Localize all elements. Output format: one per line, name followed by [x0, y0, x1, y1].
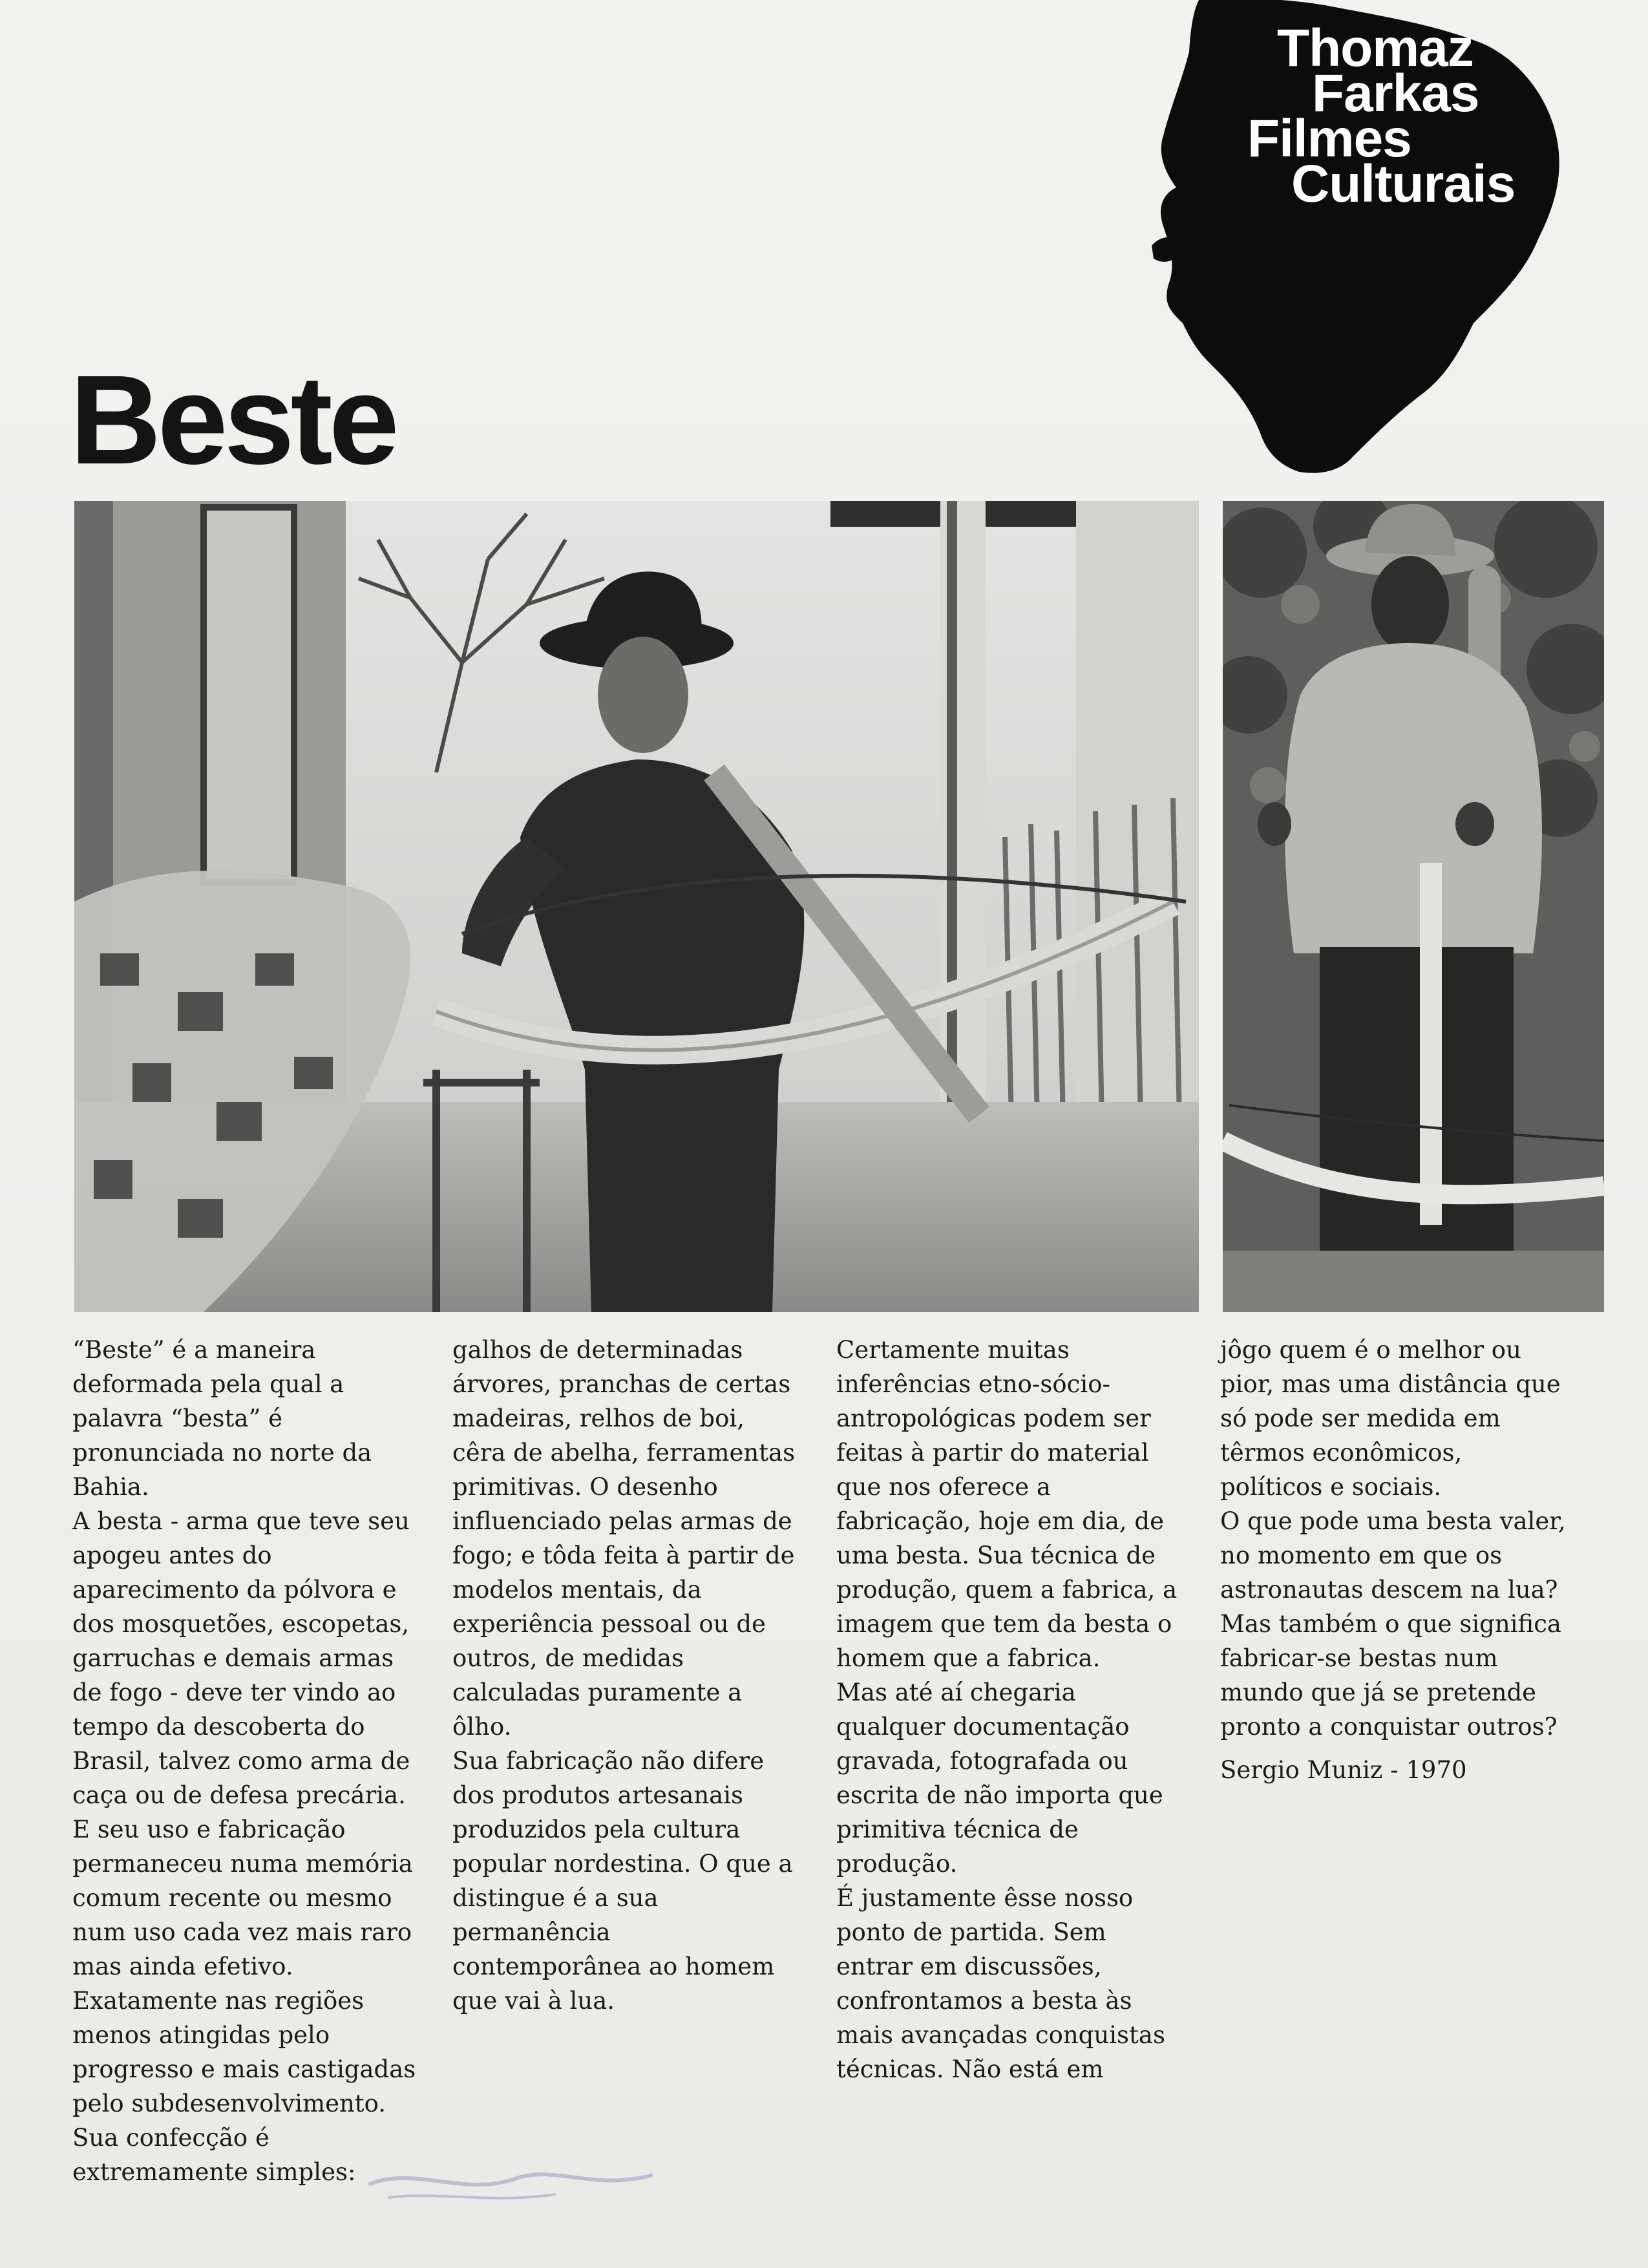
paragraph: A besta - arma que teve seu apogeu antes do aparecimento da pólvora e dos mosquetões, escopetas, garruchas e demais armas de fogo - deve ter vindo ao tempo da descoberta do Brasil, talvez como arma de caça ou de defesa precária. [72, 1507, 410, 1809]
logo-line-1: Thomaz [1277, 19, 1474, 78]
paragraph: galhos de determinadas árvores, pranchas de certas madeiras, relhos de boi, cêra de abelha, ferramentas primitivas. O desenho influenciado pelas armas de fogo; e tôda feita à partir de modelos mentais, da experiência pessoal ou de outros, de medidas calculadas puramente a ôlho. [452, 1336, 796, 1741]
text-column-1 [72, 1333, 421, 2189]
text-column-3 [836, 1333, 1185, 2086]
photo-man-holding-crossbow [1223, 501, 1604, 1312]
brand-logo [1137, 0, 1603, 478]
logo-line-2: Farkas [1312, 64, 1479, 123]
photo-craftsman-making-crossbow [74, 501, 1199, 1312]
article-title: Beste [70, 349, 396, 491]
logo-line-4: Culturais [1291, 154, 1516, 213]
paragraph: É justamente êsse nosso ponto de partida. Sem entrar em discussões, confrontamos a besta às mais avançadas conquistas técnicas. Não está em [836, 1884, 1165, 2083]
author-signature: Sergio Muniz - 1970 [1220, 1756, 1467, 1784]
ink-stamp-icon [362, 2159, 659, 2210]
brand-logo-text [1247, 19, 1558, 213]
paragraph: Sua confecção é extremamente simples: [72, 2124, 356, 2186]
paragraph: O que pode uma besta valer, no momento em que os astronautas descem na lua? Mas também o que significa fabricar-se bestas num mundo que já se pretende pronto a conquistar outros? [1220, 1507, 1566, 1741]
paragraph: jôgo quem é o melhor ou pior, mas uma distância que só pode ser medida em têrmos econômicos, políticos e sociais. [1220, 1336, 1561, 1501]
photo-craftsman-icon [74, 501, 1199, 1312]
paragraph: Mas até aí chegaria qualquer documentação gravada, fotografada ou escrita de não importa que primitiva técnica de produção. [836, 1679, 1163, 1878]
paragraph: “Beste” é a maneira deformada pela qual a palavra “besta” é pronunciada no norte da Bahia. [72, 1336, 372, 1501]
text-column-4 [1220, 1333, 1569, 1787]
logo-line-3: Filmes [1247, 109, 1411, 168]
paragraph: Sua fabricação não difere dos produtos artesanais produzidos pela cultura popular nordestina. O que a distingue é a sua permanência contemporânea ao homem que vai à lua. [452, 1747, 793, 2015]
photo-man-crossbow-icon [1223, 501, 1604, 1312]
text-column-2 [452, 1333, 801, 2018]
paragraph: E seu uso e fabricação permaneceu numa memória comum recente ou mesmo num uso cada vez mais raro mas ainda efetivo. Exatamente nas regiões menos atingidas pelo progresso e mais castigadas pelo subdesenvolvimento. [72, 1816, 416, 2117]
paragraph: Certamente muitas inferências etno-sócio-antropológicas podem ser feitas à partir do material que nos oferece a fabricação, hoje em dia, de uma besta. Sua técnica de produção, quem a fabrica, a imagem que tem da besta o homem que a fabrica. [836, 1336, 1178, 1672]
